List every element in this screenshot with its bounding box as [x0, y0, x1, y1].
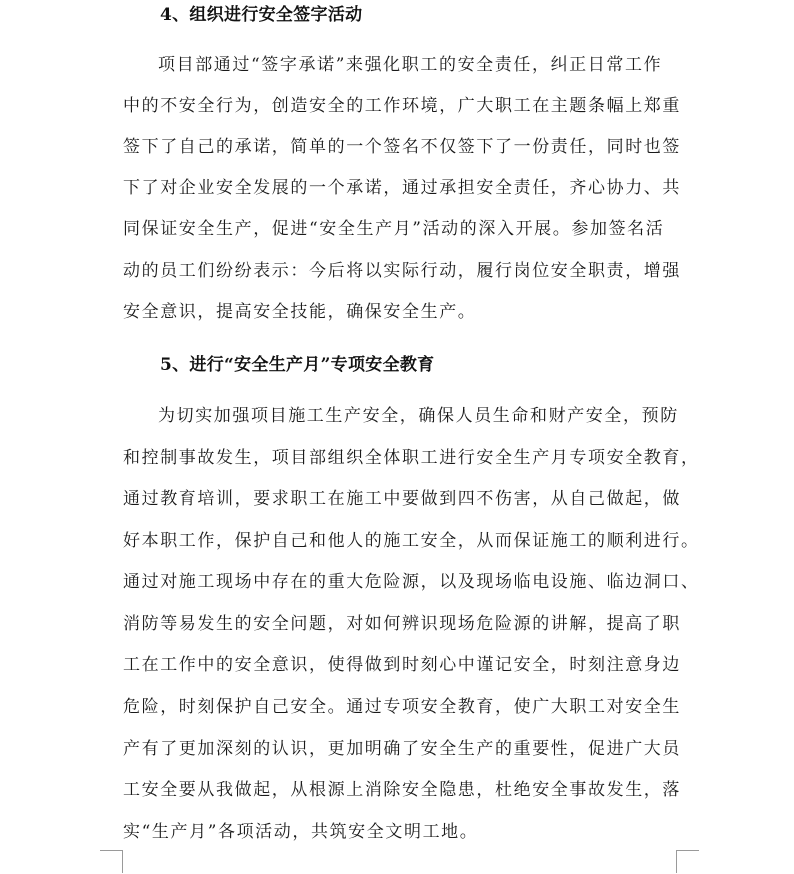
paragraph-line: 消防等易发生的安全问题，对如何辨识现场危险源的讲解，提高了职 — [123, 614, 681, 634]
paragraph-line: 实“生产月”各项活动，共筑安全文明工地。 — [123, 822, 479, 842]
paragraph-line: 安全意识，提高安全技能，确保安全生产。 — [123, 302, 477, 322]
paragraph-line: 签下了自己的承诺，简单的一个签名不仅签下了一份责任，同时也签 — [123, 137, 681, 157]
paragraph-line: 好本职工作，保护自己和他人的施工安全，从而保证施工的顺利进行。 — [123, 531, 700, 551]
paragraph-line: 动的员工们纷纷表示：今后将以实际行动，履行岗位安全职责，增强 — [123, 261, 681, 281]
section-4-heading: 4、组织进行安全签字活动 — [160, 5, 363, 25]
paragraph-line: 为切实加强项目施工生产安全，确保人员生命和财产安全，预防 — [158, 406, 679, 426]
paragraph-line: 中的不安全行为，创造安全的工作环境，广大职工在主题条幅上郑重 — [123, 96, 681, 116]
paragraph-line: 产有了更加深刻的认识，更加明确了安全生产的重要性，促进广大员 — [123, 739, 681, 759]
paragraph-line: 下了对企业安全发展的一个承诺，通过承担安全责任，齐心协力、共 — [123, 178, 681, 198]
paragraph-line: 同保证安全生产，促进“安全生产月”活动的深入开展。参加签名活 — [123, 219, 665, 239]
paragraph-line: 项目部通过“签字承诺”来强化职工的安全责任，纠正日常工作 — [158, 55, 663, 75]
paragraph-line: 工在工作中的安全意识，使得做到时刻心中谨记安全，时刻注意身边 — [123, 655, 681, 675]
page-corner-mark-right — [676, 850, 699, 873]
paragraph-line: 通过对施工现场中存在的重大危险源，以及现场临电设施、临边洞口、 — [123, 572, 700, 592]
paragraph-line: 通过教育培训，要求职工在施工中要做到四不伤害，从自己做起，做 — [123, 489, 681, 509]
page-corner-mark-left — [100, 850, 123, 873]
section-5-heading: 5、进行“安全生产月”专项安全教育 — [160, 355, 435, 375]
paragraph-line: 工安全要从我做起，从根源上消除安全隐患，杜绝安全事故发生，落 — [123, 780, 681, 800]
paragraph-line: 危险，时刻保护自己安全。通过专项安全教育，使广大职工对安全生 — [123, 697, 681, 717]
paragraph-line: 和控制事故发生，项目部组织全体职工进行安全生产月专项安全教育， — [123, 448, 700, 468]
